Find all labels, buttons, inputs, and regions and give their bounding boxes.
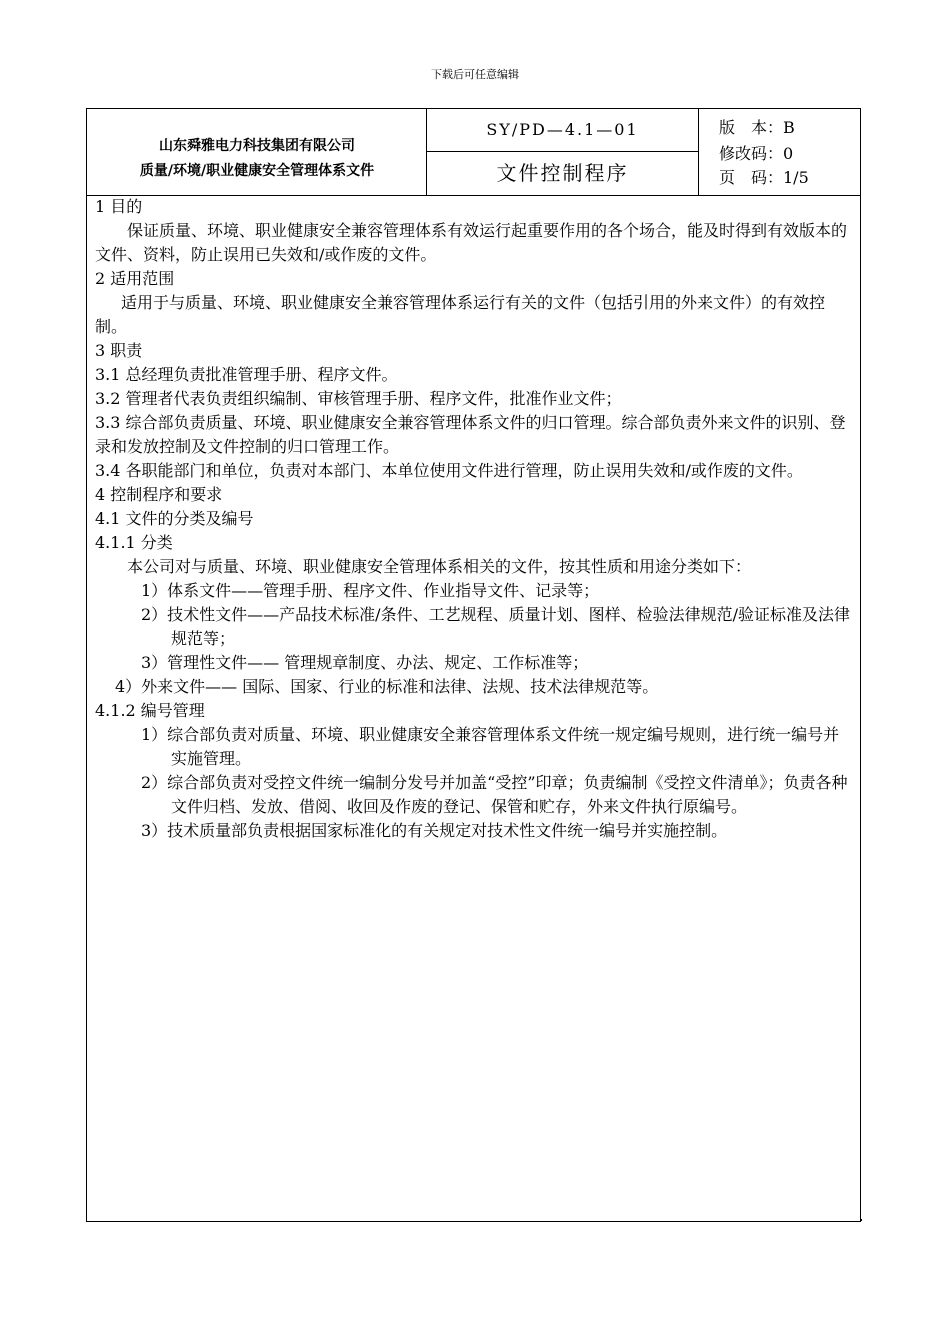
list-item: 2）综合部负责对受控文件统一编制分发号并加盖“受控”印章；负责编制《受控文件清单》；负责各种文件归档、发放、借阅、收回及作废的登记、保管和贮存，外来文件执行原编号。 [141, 773, 848, 816]
list-item: 2）技术性文件——产品技术标准/条件、工艺规程、质量计划、图样、检验法律规范/验证标准及法律规范等； [141, 605, 850, 648]
company-name: 山东舜雅电力科技集团有限公司 [159, 138, 355, 154]
system-name: 质量/环境/职业健康安全管理体系文件 [139, 163, 375, 179]
version: 版 本：B [719, 118, 795, 137]
revision: 修改码：0 [719, 144, 794, 163]
paragraph: 3.1 总经理负责批准管理手册、程序文件。 [95, 365, 398, 384]
document-frame [86, 108, 861, 1222]
section-heading: 4 控制程序和要求 [95, 485, 223, 504]
list-item: 3）管理性文件—— 管理规章制度、办法、规定、工作标准等； [141, 653, 589, 672]
doc-id-cell [427, 109, 699, 195]
paragraph: 3.4 各职能部门和单位，负责对本部门、本单位使用文件进行管理，防止误用失效和/或作废的文件。 [95, 461, 803, 480]
subsection-heading: 4.1.1 分类 [95, 533, 173, 552]
section-heading: 3 职责 [95, 341, 143, 360]
document-header [87, 109, 860, 196]
section-heading: 2 适用范围 [95, 269, 175, 288]
company-cell [87, 109, 427, 195]
paragraph: 本公司对与质量、环境、职业健康安全管理体系相关的文件，按其性质和用途分类如下： [127, 557, 752, 576]
document-body [95, 195, 853, 843]
paragraph: 保证质量、环境、职业健康安全兼容管理体系有效运行起重要作用的各个场合，能及时得到有效版本的文件、资料，防止误用已失效和/或作废的文件。 [95, 221, 848, 264]
paragraph: 3.2 管理者代表负责组织编制、审核管理手册、程序文件，批准作业文件； [95, 389, 622, 408]
doc-code: SY/PD—4.1—01 [427, 109, 698, 152]
list-item: 3）技术质量部负责根据国家标准化的有关规定对技术性文件统一编号并实施控制。 [141, 821, 728, 840]
page-number: 页 码：1/5 [719, 168, 809, 187]
top-note: 下载后可任意编辑 [431, 68, 519, 81]
doc-meta-cell [699, 109, 860, 195]
section-heading: 1 目的 [95, 197, 143, 216]
subsection-heading: 4.1.2 编号管理 [95, 701, 205, 720]
list-item: 1）体系文件——管理手册、程序文件、作业指导文件、记录等； [141, 581, 600, 600]
paragraph: 适用于与质量、环境、职业健康安全兼容管理体系运行有关的文件（包括引用的外来文件）的有效控制。 [95, 293, 826, 336]
list-item: 4）外来文件—— 国际、国家、行业的标准和法律、法规、技术法律规范等。 [115, 677, 659, 696]
list-item: 1）综合部负责对质量、环境、职业健康安全兼容管理体系文件统一规定编号规则，进行统一编号并实施管理。 [141, 725, 840, 768]
paragraph: 3.3 综合部负责质量、环境、职业健康安全兼容管理体系文件的归口管理。综合部负责外来文件的识别、登录和发放控制及文件控制的归口管理工作。 [95, 413, 846, 456]
subsection-heading: 4.1 文件的分类及编号 [95, 509, 254, 528]
doc-title: 文件控制程序 [496, 161, 629, 185]
corner-mark [860, 1219, 862, 1221]
